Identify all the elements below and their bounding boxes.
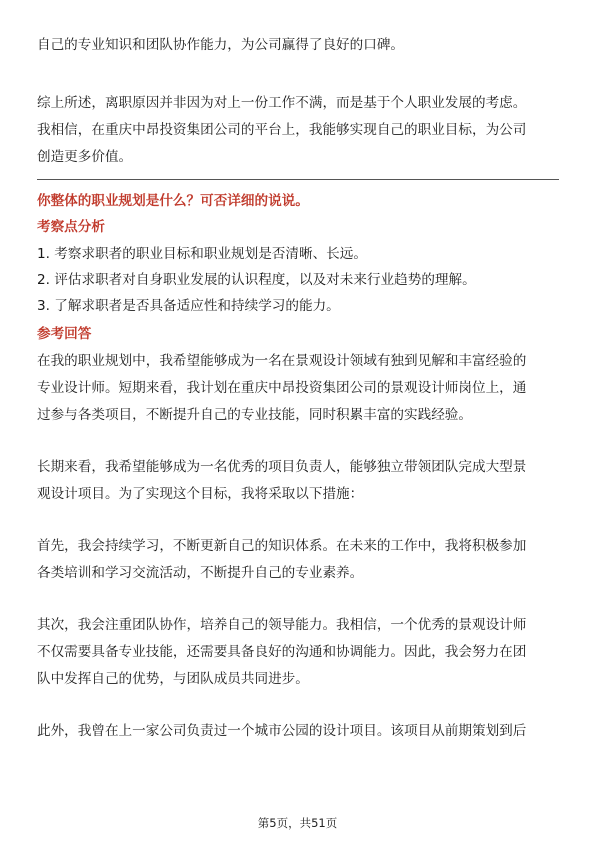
answer-heading: 参考回答	[37, 326, 92, 342]
text-line: 专业设计师。短期来看，我计划在重庆中昂投资集团公司的景观设计师岗位上，通	[37, 380, 527, 396]
analysis-item-3: 3. 了解求职者是否具备适应性和持续学习的能力。	[37, 298, 340, 314]
text-line: 不仅需要具备专业技能，还需要具备良好的沟通和协调能力。因此，我会努力在团	[37, 644, 527, 660]
text-line: 各类培训和学习交流活动，不断提升自己的专业素养。	[37, 565, 364, 581]
text-line: 在我的职业规划中，我希望能够成为一名在景观设计领域有独到见解和丰富经验的	[37, 353, 527, 369]
text-line: 我相信，在重庆中昂投资集团公司的平台上，我能够实现自己的职业目标，为公司	[37, 122, 527, 138]
text-line: 此外，我曾在上一家公司负责过一个城市公园的设计项目。该项目从前期策划到后	[37, 723, 527, 739]
interview-question: 你整体的职业规划是什么？可否详细的说说。	[37, 193, 309, 209]
analysis-heading: 考察点分析	[37, 219, 105, 235]
analysis-item-1: 1. 考察求职者的职业目标和职业规划是否清晰、长远。	[37, 246, 367, 262]
text-line: 自己的专业知识和团队协作能力，为公司赢得了良好的口碑。	[37, 37, 405, 53]
text-line: 过参与各类项目，不断提升自己的专业技能，同时积累丰富的实践经验。	[37, 407, 472, 423]
page-footer	[0, 815, 595, 831]
text-line: 队中发挥自己的优势，与团队成员共同进步。	[37, 671, 309, 687]
page-number: 第5页，共51页	[257, 816, 338, 830]
analysis-item-2: 2. 评估求职者对自身职业发展的认识程度，以及对未来行业趋势的理解。	[37, 272, 476, 288]
answer-paragraph-1	[37, 348, 559, 429]
text-line: 观设计项目。为了实现这个目标，我将采取以下措施：	[37, 486, 364, 502]
text-line: 长期来看，我希望能够成为一名优秀的项目负责人，能够独立带领团队完成大型景	[37, 459, 527, 475]
text-line: 首先，我会持续学习，不断更新自己的知识体系。在未来的工作中，我将积极参加	[37, 538, 527, 554]
answer-paragraph-3	[37, 533, 559, 587]
text-line: 创造更多价值。	[37, 149, 133, 165]
answer-paragraph-2	[37, 454, 559, 508]
document-page	[37, 0, 559, 745]
intro-paragraph-1	[37, 32, 559, 59]
intro-paragraph-2	[37, 90, 559, 171]
answer-paragraph-4	[37, 612, 559, 693]
text-line: 综上所述，离职原因并非因为对上一份工作不满，而是基于个人职业发展的考虑。	[37, 95, 527, 111]
text-line: 其次，我会注重团队协作，培养自己的领导能力。我相信，一个优秀的景观设计师	[37, 617, 527, 633]
answer-paragraph-5	[37, 718, 559, 745]
